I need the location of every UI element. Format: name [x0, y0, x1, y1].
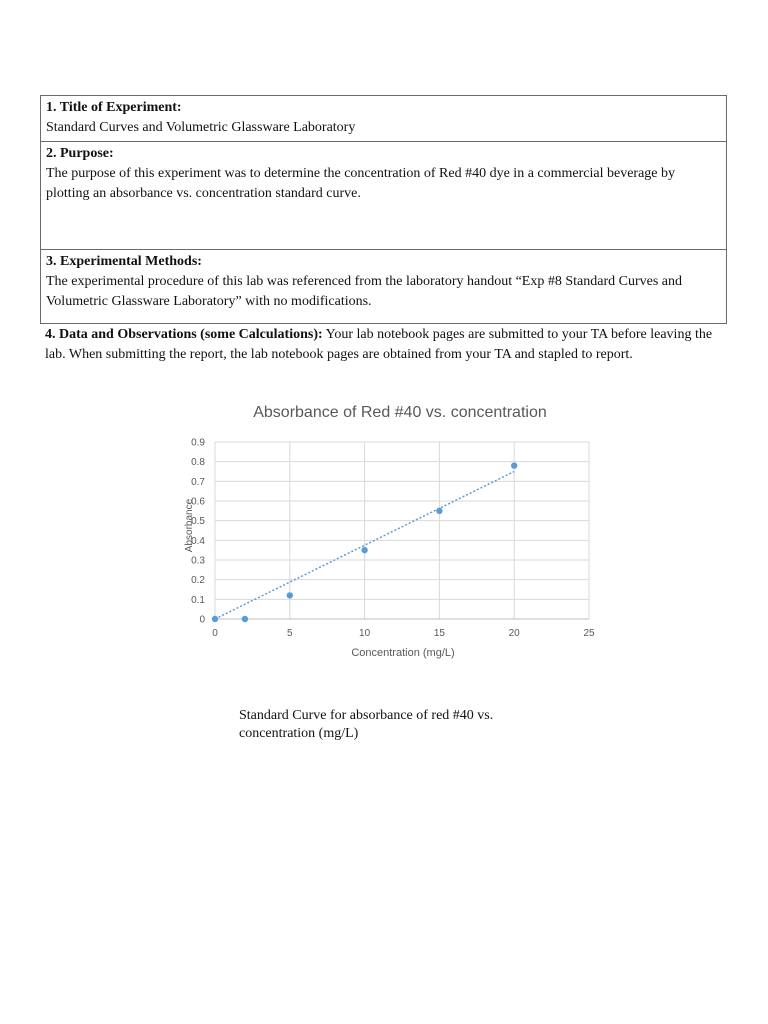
- chart-x-axis-label: Concentration (mg/L): [351, 647, 455, 659]
- chart-data-point: [361, 547, 367, 553]
- chart-y-tick-label: 0.7: [191, 476, 205, 488]
- chart-y-axis-label: Absorbance: [184, 498, 196, 553]
- chart-y-tick-label: 0.1: [191, 594, 205, 606]
- section-heading: 3. Experimental Methods:: [46, 254, 202, 269]
- absorbance-chart: [180, 430, 610, 645]
- chart-data-point: [212, 616, 218, 622]
- chart-data-point: [242, 616, 248, 622]
- chart-y-tick-label: 0.4: [191, 535, 205, 547]
- chart-x-tick-label: 20: [508, 628, 520, 639]
- chart-x-tick-label: 15: [433, 628, 445, 639]
- section-heading: 2. Purpose:: [46, 146, 114, 161]
- chart-x-tick-label: 0: [212, 628, 218, 639]
- chart-y-tick-label: 0.9: [191, 437, 205, 449]
- chart-y-tick-label: 0.5: [191, 516, 205, 528]
- section-experimental-methods: [40, 249, 727, 324]
- section-heading: 1. Title of Experiment:: [46, 100, 182, 115]
- section-body: Standard Curves and Volumetric Glassware Laboratory: [46, 120, 356, 135]
- chart-data-point: [511, 462, 517, 468]
- section-purpose: [40, 141, 727, 250]
- chart-data-point: [436, 508, 442, 514]
- chart-data-point: [287, 592, 293, 598]
- chart-x-tick-label: 5: [287, 628, 293, 639]
- section-body: Your lab notebook pages are submitted to your TA before leaving the lab. When submitting the report, the lab notebook pages are obtained from your TA and stapled to report.: [45, 327, 713, 362]
- figure-caption: Standard Curve for absorbance of red #40 vs. concentration (mg/L): [239, 708, 494, 741]
- chart-y-tick-label: 0.3: [191, 555, 205, 567]
- chart-y-tick-label: 0.8: [191, 457, 205, 469]
- chart-y-tick-label: 0.2: [191, 575, 205, 587]
- chart-y-tick-label: 0: [199, 614, 205, 626]
- section-title-of-experiment: [40, 95, 727, 142]
- chart-y-tick-label: 0.6: [191, 496, 205, 508]
- chart-x-tick-label: 25: [583, 628, 595, 639]
- section-body: The experimental procedure of this lab was referenced from the laboratory handout “Exp #8 Standard Curves and Volumetric Glassware Laboratory” with no modifications.: [46, 274, 682, 309]
- chart-x-tick-label: 10: [359, 628, 371, 639]
- chart-title: Absorbance of Red #40 vs. concentration: [253, 404, 547, 421]
- section-heading: 4. Data and Observations (some Calculations):: [45, 327, 323, 342]
- section-body: The purpose of this experiment was to determine the concentration of Red #40 dye in a commercial beverage by plotting an absorbance vs. concentration standard curve.: [46, 166, 676, 201]
- section-data-and-observations: [45, 325, 731, 364]
